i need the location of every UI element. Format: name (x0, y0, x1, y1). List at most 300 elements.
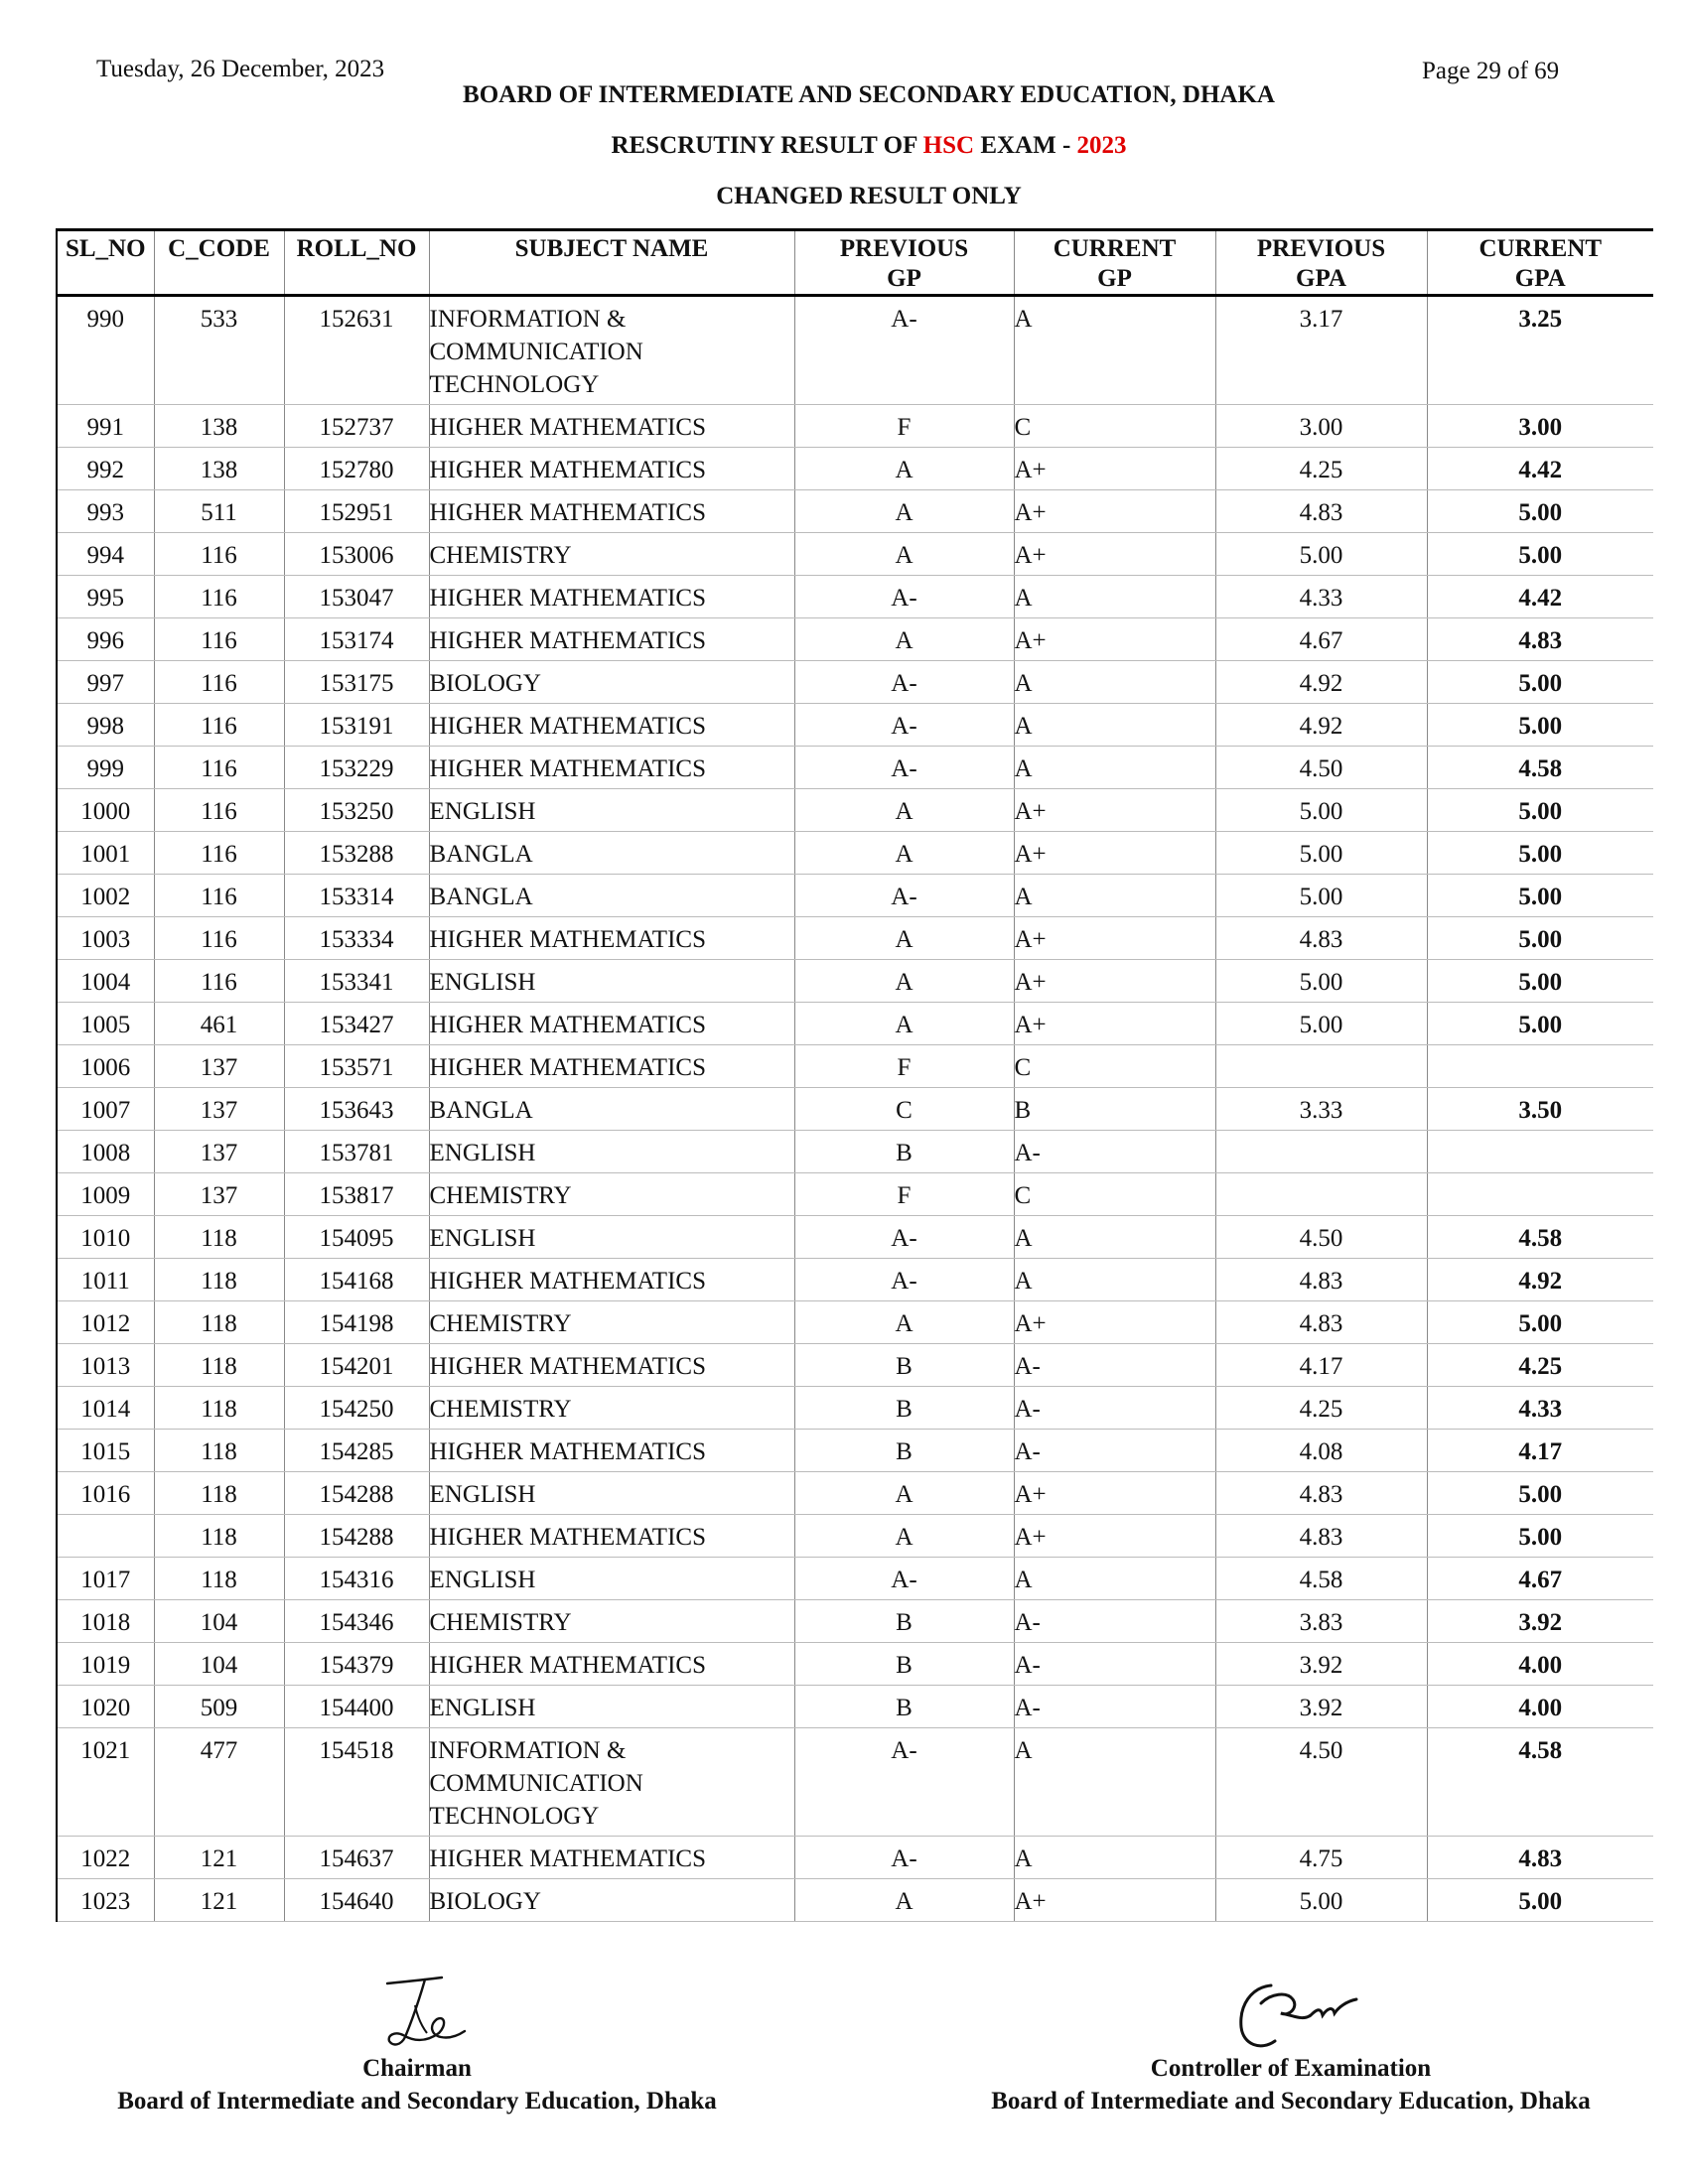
sl-no-cell: 1008 (57, 1131, 154, 1173)
table-row (57, 1301, 1653, 1344)
subject-name-cell: INFORMATION & COMMUNICATION TECHNOLOGY (429, 296, 794, 405)
previous-gpa-cell (1215, 1131, 1427, 1173)
subject-name-cell: HIGHER MATHEMATICS (429, 576, 794, 618)
column-header-previous-gp: PREVIOUS GP (794, 230, 1014, 296)
current-gpa-cell: 3.92 (1427, 1600, 1653, 1643)
current-gpa-cell: 4.00 (1427, 1643, 1653, 1686)
current-gpa-cell: 5.00 (1427, 1515, 1653, 1558)
sl-no-cell: 1014 (57, 1387, 154, 1430)
previous-gp-cell: A- (794, 296, 1014, 405)
subject-name-cell: ENGLISH (429, 960, 794, 1003)
subject-name-cell: ENGLISH (429, 1216, 794, 1259)
previous-gp-cell: A (794, 789, 1014, 832)
previous-gp-cell: A- (794, 875, 1014, 917)
subject-name-cell: CHEMISTRY (429, 533, 794, 576)
current-gpa-cell: 3.00 (1427, 405, 1653, 448)
previous-gpa-cell: 4.75 (1215, 1837, 1427, 1879)
subject-name-cell: BIOLOGY (429, 1879, 794, 1922)
previous-gpa-cell: 4.92 (1215, 661, 1427, 704)
roll-no-cell: 153817 (284, 1173, 429, 1216)
subject-name-cell: HIGHER MATHEMATICS (429, 1430, 794, 1472)
c-code-cell: 138 (154, 448, 284, 490)
subject-name-cell: BANGLA (429, 832, 794, 875)
table-row (57, 875, 1653, 917)
roll-no-cell: 153781 (284, 1131, 429, 1173)
roll-no-cell: 154168 (284, 1259, 429, 1301)
current-gp-cell: A+ (1014, 490, 1215, 533)
previous-gpa-cell: 4.25 (1215, 1387, 1427, 1430)
current-gpa-cell: 4.83 (1427, 1837, 1653, 1879)
subject-name-cell: CHEMISTRY (429, 1387, 794, 1430)
controller-org: Board of Intermediate and Secondary Education, Dhaka (991, 2088, 1591, 2115)
roll-no-cell: 153047 (284, 576, 429, 618)
c-code-cell: 511 (154, 490, 284, 533)
previous-gp-cell: F (794, 1045, 1014, 1088)
previous-gp-cell: A (794, 618, 1014, 661)
c-code-cell: 118 (154, 1430, 284, 1472)
sl-no-cell: 1023 (57, 1879, 154, 1922)
sl-no-cell: 998 (57, 704, 154, 747)
previous-gp-cell: C (794, 1088, 1014, 1131)
c-code-cell: 116 (154, 917, 284, 960)
sl-no-cell: 990 (57, 296, 154, 405)
roll-no-cell: 153006 (284, 533, 429, 576)
table-row (57, 618, 1653, 661)
subject-name-cell: HIGHER MATHEMATICS (429, 490, 794, 533)
roll-no-cell: 154637 (284, 1837, 429, 1879)
c-code-cell: 461 (154, 1003, 284, 1045)
current-gpa-cell: 4.25 (1427, 1344, 1653, 1387)
previous-gp-cell: A- (794, 747, 1014, 789)
c-code-cell: 116 (154, 618, 284, 661)
sl-no-cell: 1022 (57, 1837, 154, 1879)
current-gp-cell: B (1014, 1088, 1215, 1131)
previous-gp-cell: A (794, 1879, 1014, 1922)
previous-gpa-cell: 3.33 (1215, 1088, 1427, 1131)
roll-no-cell: 154518 (284, 1728, 429, 1837)
previous-gpa-cell: 5.00 (1215, 960, 1427, 1003)
current-gpa-cell: 4.42 (1427, 576, 1653, 618)
subject-name-cell: HIGHER MATHEMATICS (429, 704, 794, 747)
table-row (57, 533, 1653, 576)
roll-no-cell: 153643 (284, 1088, 429, 1131)
previous-gpa-cell: 4.67 (1215, 618, 1427, 661)
roll-no-cell: 154198 (284, 1301, 429, 1344)
previous-gp-cell: B (794, 1643, 1014, 1686)
roll-no-cell: 152780 (284, 448, 429, 490)
current-gpa-cell: 3.50 (1427, 1088, 1653, 1131)
table-row (57, 960, 1653, 1003)
c-code-cell: 118 (154, 1515, 284, 1558)
c-code-cell: 116 (154, 576, 284, 618)
c-code-cell: 116 (154, 661, 284, 704)
previous-gpa-cell: 4.50 (1215, 747, 1427, 789)
previous-gpa-cell: 5.00 (1215, 533, 1427, 576)
previous-gp-cell: A (794, 1472, 1014, 1515)
previous-gpa-cell: 4.17 (1215, 1344, 1427, 1387)
roll-no-cell: 154250 (284, 1387, 429, 1430)
current-gpa-cell: 4.92 (1427, 1259, 1653, 1301)
roll-no-cell: 154288 (284, 1515, 429, 1558)
table-row (57, 832, 1653, 875)
subject-name-cell: HIGHER MATHEMATICS (429, 1515, 794, 1558)
chairman-org: Board of Intermediate and Secondary Education, Dhaka (117, 2088, 717, 2115)
subject-name-cell: ENGLISH (429, 1686, 794, 1728)
subject-name-cell: ENGLISH (429, 789, 794, 832)
previous-gpa-cell: 4.25 (1215, 448, 1427, 490)
subject-name-cell: HIGHER MATHEMATICS (429, 1837, 794, 1879)
current-gp-cell: A+ (1014, 832, 1215, 875)
current-gp-cell: A (1014, 704, 1215, 747)
table-row (57, 1003, 1653, 1045)
current-gpa-cell: 4.67 (1427, 1558, 1653, 1600)
subject-name-cell: ENGLISH (429, 1131, 794, 1173)
previous-gp-cell: A- (794, 576, 1014, 618)
c-code-cell: 116 (154, 704, 284, 747)
column-header-c-code: C_CODE (154, 230, 284, 296)
table-row (57, 1515, 1653, 1558)
table-row (57, 1387, 1653, 1430)
previous-gpa-cell: 4.83 (1215, 917, 1427, 960)
c-code-cell: 533 (154, 296, 284, 405)
c-code-cell: 116 (154, 747, 284, 789)
current-gpa-cell: 3.25 (1427, 296, 1653, 405)
subject-name-cell: HIGHER MATHEMATICS (429, 405, 794, 448)
subject-name-cell: HIGHER MATHEMATICS (429, 1643, 794, 1686)
current-gpa-cell: 4.42 (1427, 448, 1653, 490)
chairman-signature-icon (367, 1976, 477, 2055)
current-gp-cell: A (1014, 1558, 1215, 1600)
previous-gp-cell: B (794, 1344, 1014, 1387)
sl-no-cell: 1000 (57, 789, 154, 832)
current-gp-cell: A- (1014, 1344, 1215, 1387)
table-row (57, 1173, 1653, 1216)
current-gp-cell: A+ (1014, 448, 1215, 490)
table-row (57, 1216, 1653, 1259)
subject-name-cell: CHEMISTRY (429, 1600, 794, 1643)
current-gp-cell: A (1014, 661, 1215, 704)
c-code-cell: 116 (154, 789, 284, 832)
controller-signature-icon (1231, 1976, 1380, 2055)
previous-gp-cell: B (794, 1387, 1014, 1430)
table-row (57, 576, 1653, 618)
subject-name-cell: HIGHER MATHEMATICS (429, 1344, 794, 1387)
current-gpa-cell: 4.17 (1427, 1430, 1653, 1472)
current-gp-cell: A+ (1014, 1879, 1215, 1922)
table-row (57, 405, 1653, 448)
table-row (57, 1600, 1653, 1643)
current-gpa-cell: 5.00 (1427, 832, 1653, 875)
subject-name-cell: HIGHER MATHEMATICS (429, 448, 794, 490)
sl-no-cell: 991 (57, 405, 154, 448)
results-table (56, 228, 1653, 1922)
sl-no-cell: 1015 (57, 1430, 154, 1472)
sl-no-cell: 992 (57, 448, 154, 490)
subject-name-cell: CHEMISTRY (429, 1301, 794, 1344)
sl-no-cell: 1009 (57, 1173, 154, 1216)
roll-no-cell: 153229 (284, 747, 429, 789)
table-row (57, 661, 1653, 704)
c-code-cell: 138 (154, 405, 284, 448)
subject-name-cell: HIGHER MATHEMATICS (429, 1045, 794, 1088)
current-gpa-cell: 4.58 (1427, 1728, 1653, 1837)
roll-no-cell: 153427 (284, 1003, 429, 1045)
roll-no-cell: 153571 (284, 1045, 429, 1088)
current-gpa-cell: 5.00 (1427, 1472, 1653, 1515)
previous-gpa-cell: 4.83 (1215, 1515, 1427, 1558)
previous-gpa-cell (1215, 1045, 1427, 1088)
result-title-mid: EXAM - (974, 132, 1077, 159)
column-header-roll-no: ROLL_NO (284, 230, 429, 296)
subject-name-cell: BIOLOGY (429, 661, 794, 704)
current-gp-cell: A+ (1014, 1301, 1215, 1344)
previous-gp-cell: A- (794, 1216, 1014, 1259)
current-gp-cell: A (1014, 1259, 1215, 1301)
previous-gpa-cell: 5.00 (1215, 875, 1427, 917)
sl-no-cell: 1003 (57, 917, 154, 960)
previous-gpa-cell: 5.00 (1215, 832, 1427, 875)
c-code-cell: 118 (154, 1216, 284, 1259)
sl-no-cell: 1018 (57, 1600, 154, 1643)
current-gp-cell: A (1014, 296, 1215, 405)
table-row (57, 1558, 1653, 1600)
c-code-cell: 509 (154, 1686, 284, 1728)
subject-name-cell: HIGHER MATHEMATICS (429, 618, 794, 661)
current-gp-cell: A+ (1014, 1515, 1215, 1558)
previous-gp-cell: A (794, 1515, 1014, 1558)
sl-no-cell: 997 (57, 661, 154, 704)
sl-no-cell: 1012 (57, 1301, 154, 1344)
table-row (57, 296, 1653, 405)
result-title (0, 132, 1688, 160)
sl-no-cell: 1004 (57, 960, 154, 1003)
table-row (57, 448, 1653, 490)
c-code-cell: 137 (154, 1088, 284, 1131)
sl-no-cell: 1007 (57, 1088, 154, 1131)
previous-gp-cell: F (794, 405, 1014, 448)
current-gpa-cell: 5.00 (1427, 960, 1653, 1003)
current-gp-cell: A+ (1014, 533, 1215, 576)
result-title-prefix: RESCRUTINY RESULT OF (611, 132, 923, 159)
sl-no-cell: 1019 (57, 1643, 154, 1686)
roll-no-cell: 154288 (284, 1472, 429, 1515)
sl-no-cell: 1016 (57, 1472, 154, 1515)
current-gp-cell: A- (1014, 1430, 1215, 1472)
c-code-cell: 116 (154, 832, 284, 875)
previous-gpa-cell: 4.83 (1215, 490, 1427, 533)
sl-no-cell: 994 (57, 533, 154, 576)
previous-gpa-cell: 4.50 (1215, 1216, 1427, 1259)
current-gp-cell: C (1014, 1045, 1215, 1088)
print-date: Tuesday, 26 December, 2023 (96, 56, 385, 82)
current-gp-cell: A (1014, 1837, 1215, 1879)
roll-no-cell: 152631 (284, 296, 429, 405)
current-gp-cell: A+ (1014, 789, 1215, 832)
sl-no-cell: 999 (57, 747, 154, 789)
c-code-cell: 104 (154, 1600, 284, 1643)
roll-no-cell: 154201 (284, 1344, 429, 1387)
current-gp-cell: A- (1014, 1686, 1215, 1728)
c-code-cell: 121 (154, 1879, 284, 1922)
table-row (57, 1728, 1653, 1837)
roll-no-cell: 153334 (284, 917, 429, 960)
current-gpa-cell: 5.00 (1427, 490, 1653, 533)
c-code-cell: 118 (154, 1259, 284, 1301)
subject-name-cell: HIGHER MATHEMATICS (429, 1003, 794, 1045)
roll-no-cell: 153314 (284, 875, 429, 917)
table-row (57, 917, 1653, 960)
current-gp-cell: A (1014, 576, 1215, 618)
roll-no-cell: 152737 (284, 405, 429, 448)
page-number: Page 29 of 69 (1422, 58, 1560, 84)
sl-no-cell: 1017 (57, 1558, 154, 1600)
roll-no-cell: 153288 (284, 832, 429, 875)
previous-gp-cell: A (794, 490, 1014, 533)
c-code-cell: 118 (154, 1344, 284, 1387)
current-gp-cell: A+ (1014, 1472, 1215, 1515)
previous-gpa-cell: 5.00 (1215, 1003, 1427, 1045)
current-gpa-cell (1427, 1173, 1653, 1216)
previous-gp-cell: A- (794, 1558, 1014, 1600)
exam-year: 2023 (1076, 132, 1127, 159)
previous-gp-cell: A (794, 917, 1014, 960)
page-subtitle: CHANGED RESULT ONLY (716, 183, 1022, 209)
previous-gpa-cell: 4.83 (1215, 1301, 1427, 1344)
previous-gp-cell: B (794, 1686, 1014, 1728)
sl-no-cell: 1010 (57, 1216, 154, 1259)
sl-no-cell (57, 1515, 154, 1558)
previous-gp-cell: A- (794, 1837, 1014, 1879)
c-code-cell: 137 (154, 1045, 284, 1088)
roll-no-cell: 154400 (284, 1686, 429, 1728)
c-code-cell: 118 (154, 1558, 284, 1600)
table-row (57, 747, 1653, 789)
current-gp-cell: A- (1014, 1643, 1215, 1686)
roll-no-cell: 153341 (284, 960, 429, 1003)
current-gpa-cell: 5.00 (1427, 661, 1653, 704)
table-row (57, 1045, 1653, 1088)
subject-name-cell: ENGLISH (429, 1558, 794, 1600)
table-row (57, 1643, 1653, 1686)
subject-name-cell: INFORMATION & COMMUNICATION TECHNOLOGY (429, 1728, 794, 1837)
current-gp-cell: C (1014, 405, 1215, 448)
c-code-cell: 118 (154, 1301, 284, 1344)
roll-no-cell: 154346 (284, 1600, 429, 1643)
chairman-label: Chairman (362, 2055, 472, 2082)
c-code-cell: 104 (154, 1643, 284, 1686)
previous-gpa-cell: 3.83 (1215, 1600, 1427, 1643)
subject-name-cell: HIGHER MATHEMATICS (429, 747, 794, 789)
current-gpa-cell: 5.00 (1427, 1003, 1653, 1045)
table-row (57, 1131, 1653, 1173)
column-header-current-gp: CURRENT GP (1014, 230, 1215, 296)
current-gpa-cell: 5.00 (1427, 789, 1653, 832)
board-title: BOARD OF INTERMEDIATE AND SECONDARY EDUCATION, DHAKA (463, 81, 1275, 108)
table-row (57, 1837, 1653, 1879)
previous-gp-cell: A- (794, 1259, 1014, 1301)
table-row (57, 1686, 1653, 1728)
sl-no-cell: 1006 (57, 1045, 154, 1088)
current-gp-cell: A+ (1014, 917, 1215, 960)
c-code-cell: 116 (154, 875, 284, 917)
table-row (57, 789, 1653, 832)
roll-no-cell: 153191 (284, 704, 429, 747)
roll-no-cell: 154379 (284, 1643, 429, 1686)
current-gpa-cell: 4.33 (1427, 1387, 1653, 1430)
sl-no-cell: 1002 (57, 875, 154, 917)
roll-no-cell: 154095 (284, 1216, 429, 1259)
sl-no-cell: 1011 (57, 1259, 154, 1301)
current-gp-cell: A (1014, 1728, 1215, 1837)
current-gpa-cell: 5.00 (1427, 1879, 1653, 1922)
roll-no-cell: 153174 (284, 618, 429, 661)
c-code-cell: 118 (154, 1472, 284, 1515)
current-gpa-cell: 5.00 (1427, 1301, 1653, 1344)
previous-gpa-cell: 4.92 (1215, 704, 1427, 747)
current-gp-cell: A- (1014, 1131, 1215, 1173)
previous-gpa-cell: 5.00 (1215, 1879, 1427, 1922)
column-header-previous-gpa: PREVIOUS GPA (1215, 230, 1427, 296)
current-gpa-cell: 5.00 (1427, 704, 1653, 747)
current-gp-cell: A+ (1014, 1003, 1215, 1045)
table-body (57, 296, 1653, 1922)
c-code-cell: 137 (154, 1173, 284, 1216)
roll-no-cell: 154640 (284, 1879, 429, 1922)
subject-name-cell: BANGLA (429, 875, 794, 917)
current-gpa-cell: 4.83 (1427, 618, 1653, 661)
current-gp-cell: A (1014, 747, 1215, 789)
previous-gpa-cell: 4.58 (1215, 1558, 1427, 1600)
current-gp-cell: A (1014, 1216, 1215, 1259)
previous-gp-cell: A- (794, 1728, 1014, 1837)
previous-gpa-cell: 4.83 (1215, 1472, 1427, 1515)
previous-gp-cell: B (794, 1600, 1014, 1643)
roll-no-cell: 153250 (284, 789, 429, 832)
table-row (57, 1344, 1653, 1387)
table-row (57, 1879, 1653, 1922)
table-header-row (57, 230, 1653, 296)
roll-no-cell: 154316 (284, 1558, 429, 1600)
current-gpa-cell: 4.58 (1427, 1216, 1653, 1259)
roll-no-cell: 153175 (284, 661, 429, 704)
table-row (57, 1472, 1653, 1515)
current-gp-cell: C (1014, 1173, 1215, 1216)
subject-name-cell: ENGLISH (429, 1472, 794, 1515)
sl-no-cell: 1001 (57, 832, 154, 875)
roll-no-cell: 152951 (284, 490, 429, 533)
exam-name: HSC (922, 132, 975, 159)
table-row (57, 1088, 1653, 1131)
current-gpa-cell (1427, 1045, 1653, 1088)
sl-no-cell: 1020 (57, 1686, 154, 1728)
c-code-cell: 118 (154, 1387, 284, 1430)
previous-gp-cell: A- (794, 704, 1014, 747)
c-code-cell: 137 (154, 1131, 284, 1173)
sl-no-cell: 1013 (57, 1344, 154, 1387)
previous-gp-cell: A (794, 448, 1014, 490)
previous-gpa-cell: 5.00 (1215, 789, 1427, 832)
previous-gp-cell: F (794, 1173, 1014, 1216)
previous-gpa-cell: 4.50 (1215, 1728, 1427, 1837)
previous-gp-cell: A (794, 533, 1014, 576)
current-gpa-cell: 5.00 (1427, 917, 1653, 960)
table-row (57, 1430, 1653, 1472)
current-gpa-cell: 4.00 (1427, 1686, 1653, 1728)
current-gp-cell: A+ (1014, 960, 1215, 1003)
sl-no-cell: 993 (57, 490, 154, 533)
column-header-sl-no: SL_NO (57, 230, 154, 296)
sl-no-cell: 1005 (57, 1003, 154, 1045)
